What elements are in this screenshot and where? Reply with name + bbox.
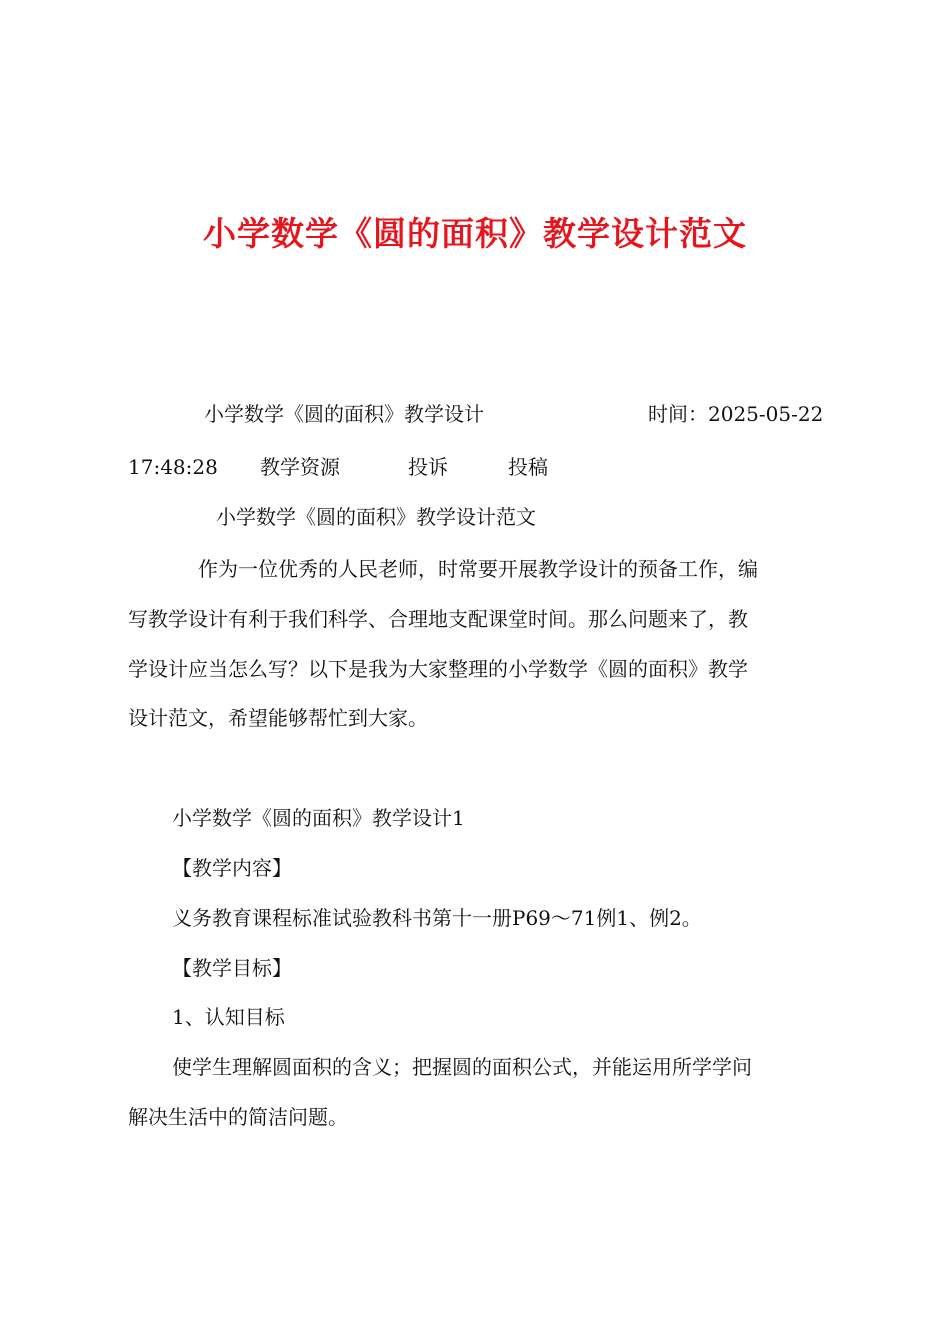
intro-line-2: 写教学设计有利于我们科学、合理地支配课堂时间。那么问题来了，教 (128, 607, 748, 631)
meta-link-submit[interactable]: 投稿 (508, 455, 548, 479)
goal-1-title: 1、认知目标 (172, 1005, 285, 1029)
content-text: 义务教育课程标准试验教科书第十一册P69～71例1、例2。 (172, 906, 702, 930)
intro-line-1: 作为一位优秀的人民老师，时常要开展教学设计的预备工作，编 (198, 557, 758, 581)
document-title: 小学数学《圆的面积》教学设计范文 (203, 214, 747, 253)
meta-link-complaint[interactable]: 投诉 (408, 455, 448, 479)
intro-line-3: 学设计应当怎么写？以下是我为大家整理的小学数学《圆的面积》教学 (128, 657, 748, 681)
meta-time-rest: 17:48:28 (128, 455, 218, 479)
section-title: 小学数学《圆的面积》教学设计1 (172, 806, 465, 830)
meta-time-label: 时间：2025-05-22 (648, 402, 824, 426)
goals-heading: 【教学目标】 (172, 956, 292, 980)
goal-1-line-1: 使学生理解圆面积的含义；把握圆的面积公式，并能运用所学学问 (172, 1055, 752, 1079)
intro-line-4: 设计范文，希望能够帮忙到大家。 (128, 706, 428, 730)
subtitle: 小学数学《圆的面积》教学设计范文 (216, 505, 536, 529)
goal-1-line-2: 解决生活中的简洁问题。 (128, 1105, 348, 1129)
content-heading: 【教学内容】 (172, 856, 292, 880)
meta-link-resources[interactable]: 教学资源 (260, 455, 340, 479)
meta-title: 小学数学《圆的面积》教学设计 (204, 402, 484, 426)
